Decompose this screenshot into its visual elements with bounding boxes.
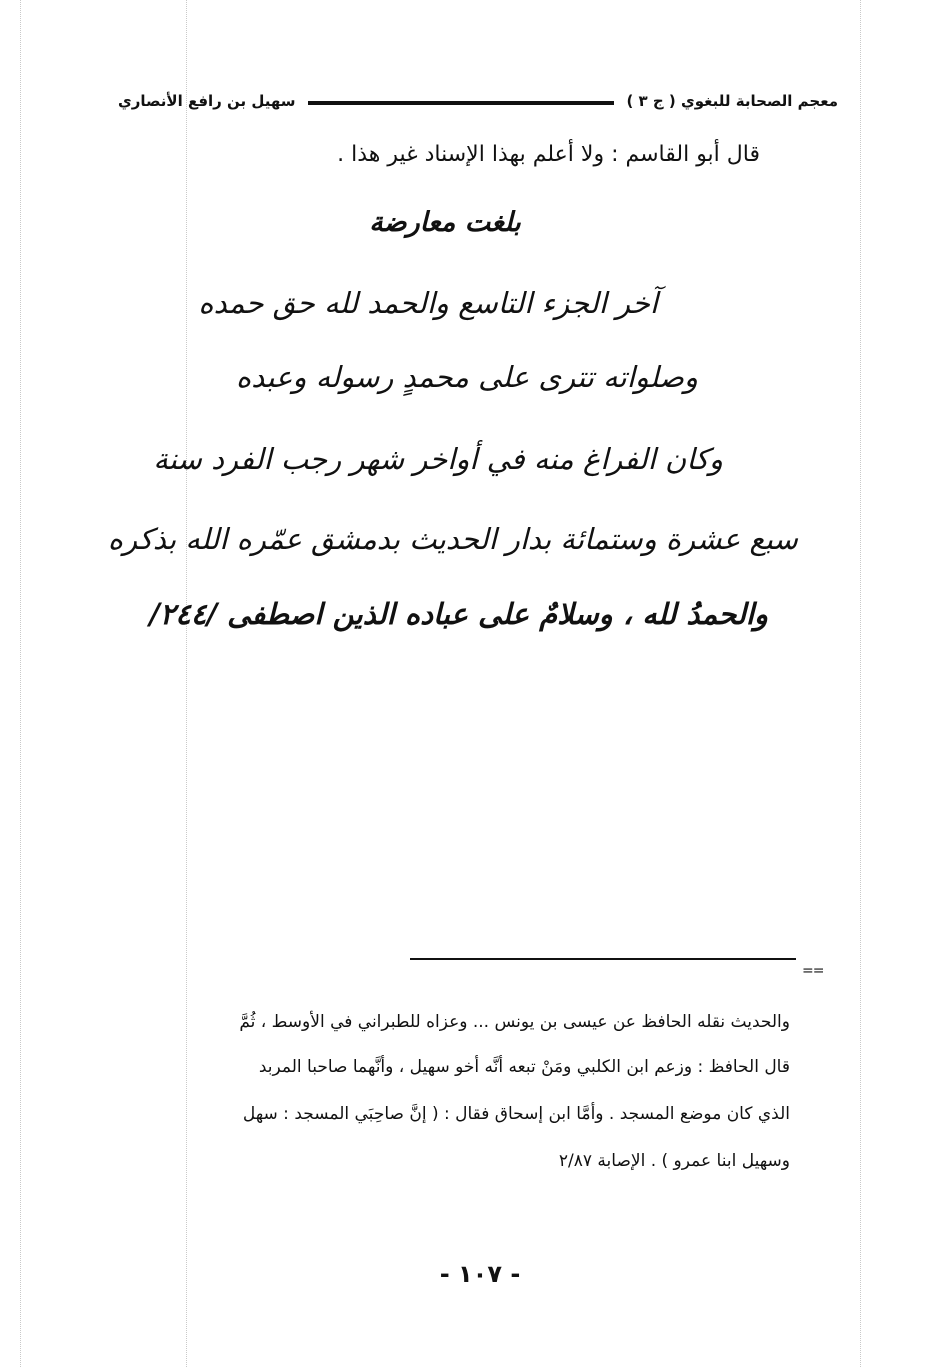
scan-guide-line xyxy=(860,0,861,1367)
footnote-line: وسهيل ابنا عمرو ) . الإصابة ٢/٨٧ xyxy=(558,1151,790,1171)
header-entry-title: سهيل بن رافع الأنصاري xyxy=(118,92,296,110)
body-text-line: قال أبو القاسم : ولا أعلم بهذا الإسناد غير هذا . xyxy=(337,142,760,167)
colophon-line: وصلواته تترى على محمدٍ رسوله وعبده xyxy=(236,360,698,394)
scan-guide-line xyxy=(20,0,21,1367)
scan-guide-line xyxy=(186,0,187,1367)
colophon-title: بلغت معارضة xyxy=(369,207,521,238)
footnote-line: قال الحافظ : وزعم ابن الكلبي ومَنْ تبعه أنَّه أخو سهيل ، وأنَّهما صاحبا المربد xyxy=(258,1057,790,1077)
colophon-line: وكان الفراغ منه في أواخر شهر رجب الفرد سنة xyxy=(153,442,723,476)
colophon-line: والحمدُ لله ، وسلامٌ على عباده الذين اصطفى /٢٤٤/ xyxy=(149,597,768,631)
footnote-line: والحديث نقله الحافظ عن عيسى بن يونس ... وعزاه للطبراني في الأوسط ، ثُمَّ xyxy=(239,1012,790,1032)
footnote-line: الذي كان موضع المسجد . وأمَّا ابن إسحاق فقال : ( إنَّ صاحِبَي المسجد : سهل xyxy=(242,1104,790,1124)
footnote-separator xyxy=(410,958,796,960)
footnote-continuation-mark: == xyxy=(802,963,824,979)
running-header xyxy=(118,86,838,116)
header-book-title: معجم الصحابة للبغوي ( ج ٣ ) xyxy=(626,92,838,110)
colophon-line: آخر الجزء التاسع والحمد لله حق حمده xyxy=(198,286,658,320)
header-rule xyxy=(308,101,615,105)
page-number: - ١٠٧ - xyxy=(439,1260,521,1288)
colophon-line: سبع عشرة وستمائة بدار الحديث بدمشق عمّره الله بذكره xyxy=(107,522,798,556)
